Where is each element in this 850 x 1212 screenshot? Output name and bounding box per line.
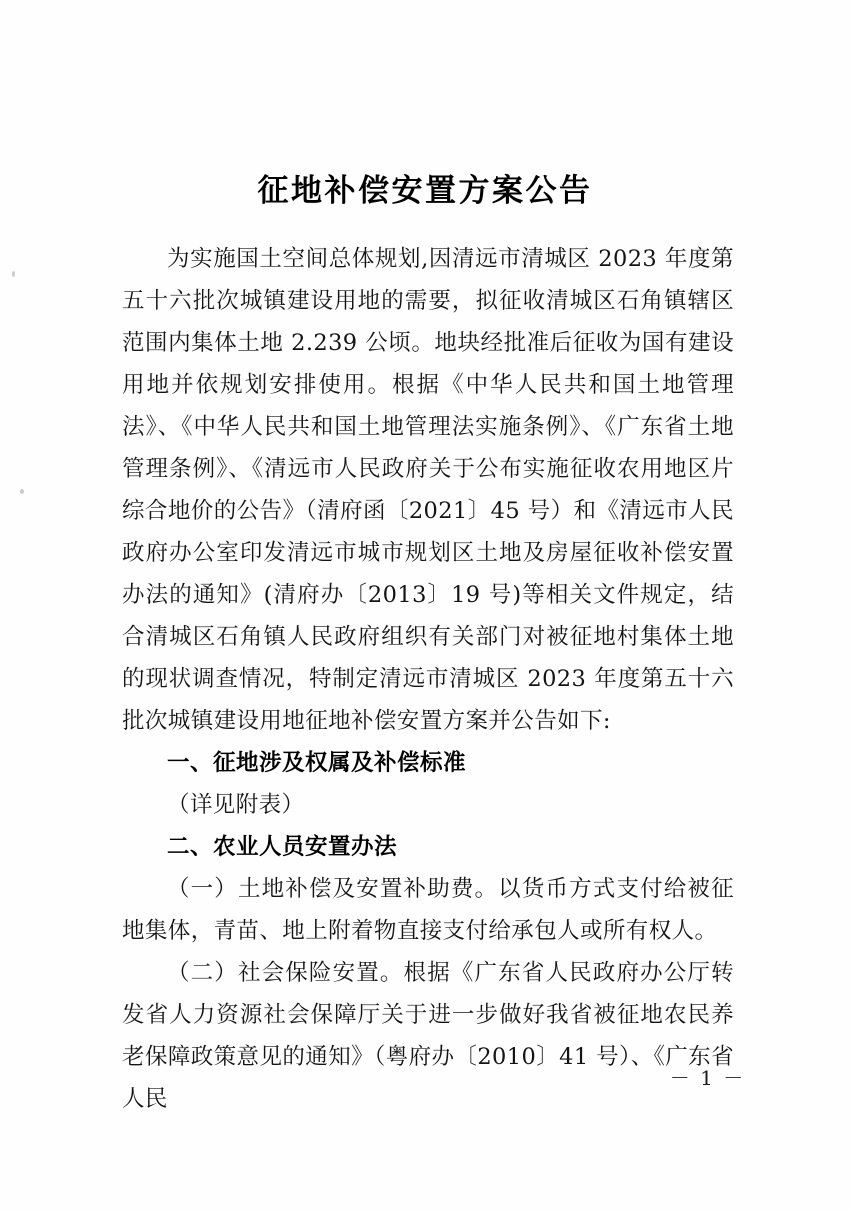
section-two-item-two: （二）社会保险安置。根据《广东省人民政府办公厅转发省人力资源社会保障厅关于进一步做好我省被征地农民养老保障政策意见的通知》（粤府办〔2010〕41 号）、《广东省人民 [122,960,734,1112]
section-one-note: （详见附表） [167,792,305,818]
section-heading-one: 一、征地涉及权属及补偿标准 [167,750,467,776]
scan-artifact-speck [20,489,24,494]
section-heading-two: 二、农业人员安置办法 [167,834,398,860]
document-body [122,238,734,1120]
scan-artifact-speck [12,271,15,277]
section-two-item-one: （一）土地补偿及安置补助费。以货币方式支付给被征地集体，青苗、地上附着物直接支付给承包人或所有权人。 [122,876,734,944]
body-paragraph-intro: 为实施国土空间总体规划,因清远市清城区 2023 年度第五十六批次城镇建设用地的需要，拟征收清城区石角镇辖区范围内集体土地 2.239 公顷。地块经批准后征收为国有建设用地并依规划安排使用。根据《中华人民共和国土地管理法》、《中华人民共和国土地管理法实施条例》、《广东省土地管理条例》、《清远市人民政府关于公布实施征收农用地区片综合地价的公告》（清府函〔2021〕45 号）和《清远市人民政府办公室印发清远市城市规划区土地及房屋征收补偿安置办法的通知》(清府办〔2013〕19 号)等相关文件规定，结合清城区石角镇人民政府组织有关部门对被征地村集体土地的现状调查情况，特制定清远市清城区 2023 年度第五十六批次城镇建设用地征地补偿安置方案并公告如下: [122,246,734,734]
page-title: 征地补偿安置方案公告 [257,172,593,209]
page-number-value: － 1 － [669,1066,746,1090]
page-number [0,1062,850,1091]
